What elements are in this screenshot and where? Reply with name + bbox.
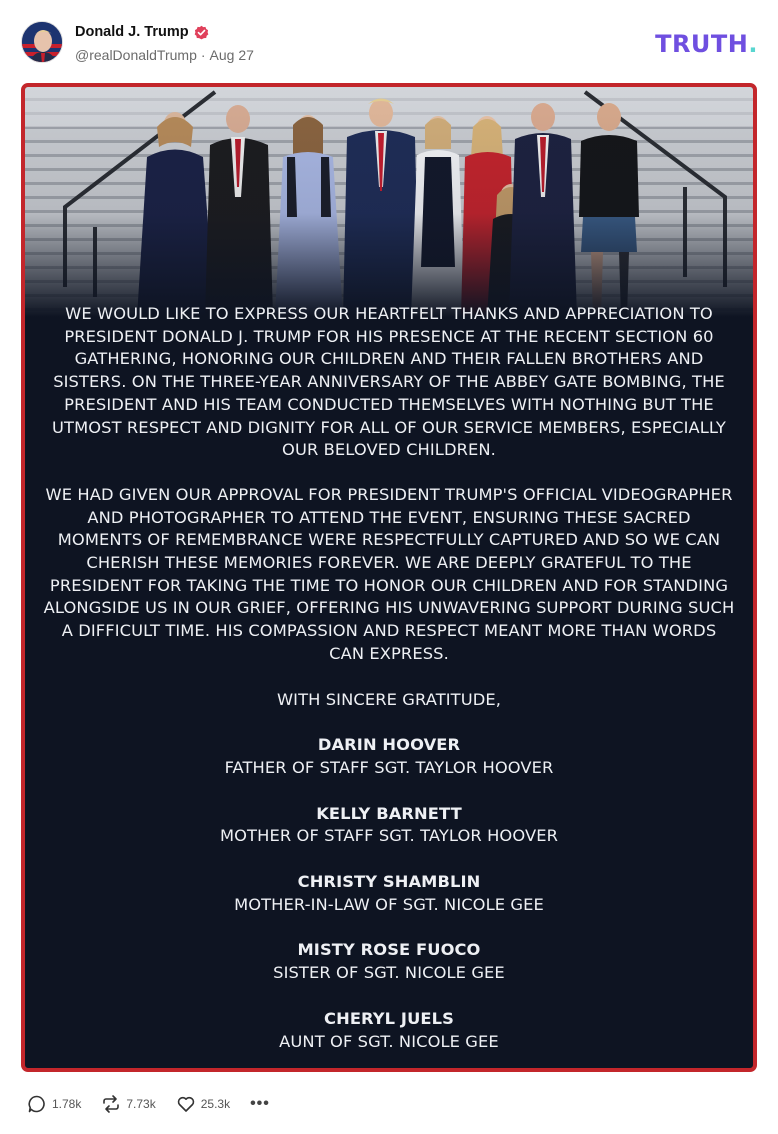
verified-badge-icon <box>194 25 209 40</box>
logo-dot: . <box>748 30 758 58</box>
group-photo-illustration <box>25 87 753 317</box>
signature-relation: MOTHER OF STAFF SGT. TAYLOR HOOVER <box>220 826 558 846</box>
author-avatar[interactable] <box>21 21 63 63</box>
post-date[interactable]: Aug 27 <box>209 47 254 63</box>
group-photo <box>25 87 753 317</box>
author-name[interactable]: Donald J. Trump <box>75 24 189 40</box>
letter-text <box>25 303 753 1053</box>
heart-icon <box>176 1094 196 1114</box>
signature-name: KELLY BARNETT <box>316 803 462 823</box>
reply-count: 1.78k <box>52 1097 82 1111</box>
post-actions-bar <box>27 1093 290 1115</box>
signature-relation: AUNT OF SGT. NICOLE GEE <box>279 1031 499 1051</box>
signature-name: DARIN HOOVER <box>317 735 461 755</box>
signature-relation: MOTHER-IN-LAW OF SGT. NICOLE GEE <box>234 894 544 914</box>
letter-paragraph-1: WE WOULD LIKE TO EXPRESS OUR HEARTFELT THANKS AND APPRECIATION TO PRESIDENT DONALD J. TRUMP FOR HIS PRESENCE AT THE RECENT SECTION 60 GATHERING, HONORING OUR CHILDREN AND THEIR FALLEN BROTHERS AND SISTERS. ON THE THREE-YEAR ANNIVERSARY OF THE ABBEY GATE BOMBING, THE PRESIDENT AND HIS TEAM CONDUCTED THEMSELVES WITH NOTHING BUT THE UTMOST RESPECT AND DIGNITY FOR ALL OF OUR SERVICE MEMBERS, ESPECIALLY OUR BELOVED CHILDREN. <box>52 304 726 460</box>
signature-relation: SISTER OF SGT. NICOLE GEE <box>273 963 505 983</box>
truth-social-logo[interactable] <box>655 30 758 58</box>
signature-block <box>25 871 753 916</box>
post-image-card[interactable] <box>21 83 757 1072</box>
signature-block <box>25 803 753 848</box>
signature-block <box>25 1008 753 1053</box>
letter-paragraph-2: WE HAD GIVEN OUR APPROVAL FOR PRESIDENT TRUMP'S OFFICIAL VIDEOGRAPHER AND PHOTOGRAPHER TO ATTEND THE EVENT, ENSURING THESE SACRED MOMENTS OF REMEMBRANCE WERE RESPECTFULLY CAPTURED AND SO WE CAN CHERISH THESE MEMORIES FOREVER. WE ARE DEEPLY GRATEFUL TO THE PRESIDENT FOR TAKING THE TIME TO HONOR OUR CHILDREN AND FOR STANDING ALONGSIDE US IN OUR GRIEF, OFFERING HIS UNWAVERING SUPPORT DURING SUCH A DIFFICULT TIME. HIS COMPASSION AND RESPECT MEANT MORE THAN WORDS CAN EXPRESS. <box>43 484 735 663</box>
signature-block <box>25 734 753 779</box>
reply-bubble-icon <box>27 1094 47 1114</box>
retruth-count: 7.73k <box>126 1097 156 1111</box>
like-count: 25.3k <box>200 1097 231 1111</box>
meta-separator: · <box>200 47 206 63</box>
post-header <box>0 0 778 84</box>
author-name-row[interactable] <box>75 24 209 40</box>
signature-name: MISTY ROSE FUOCO <box>297 940 481 960</box>
like-button[interactable] <box>176 1094 230 1114</box>
letter-closing: WITH SINCERE GRATITUDE, <box>276 689 502 709</box>
retruth-icon <box>101 1094 121 1114</box>
avatar-image <box>22 22 63 63</box>
author-handle[interactable]: @realDonaldTrump <box>75 47 197 63</box>
logo-wordmark: TRUTH <box>655 30 749 58</box>
signature-name: CHERYL JUELS <box>324 1008 454 1028</box>
signature-relation: FATHER OF STAFF SGT. TAYLOR HOOVER <box>224 757 554 777</box>
retruth-button[interactable] <box>101 1094 155 1114</box>
reply-button[interactable] <box>27 1094 81 1114</box>
more-options-icon[interactable]: ••• <box>250 1095 270 1112</box>
signature-block <box>25 939 753 984</box>
post-meta <box>75 47 254 63</box>
signature-name: CHRISTY SHAMBLIN <box>297 872 481 892</box>
